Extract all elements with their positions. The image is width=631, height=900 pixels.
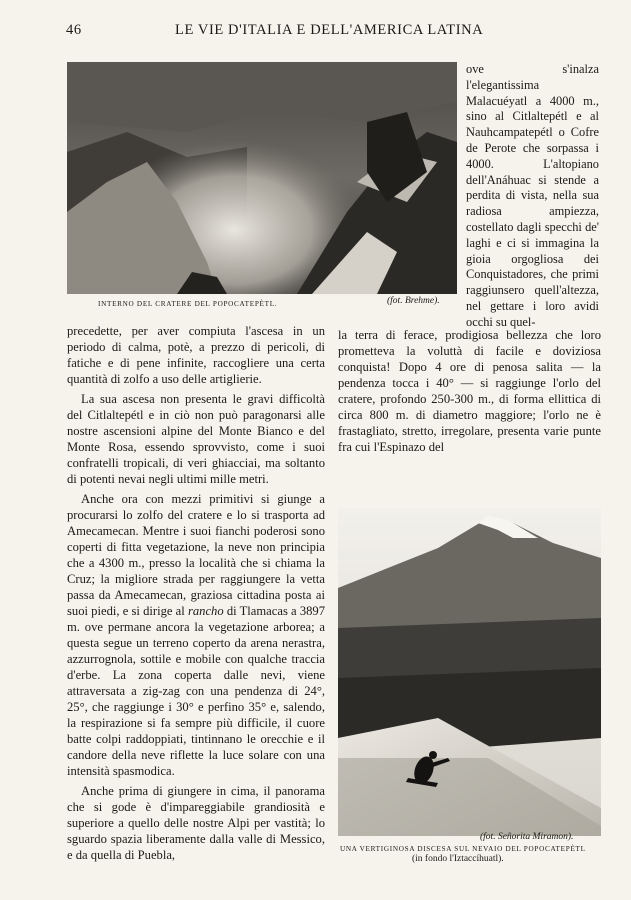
figure2-caption-line2: (in fondo l'Iztaccíhuatl). [412,854,504,864]
right-column-top-text: ove s'inalza l'elegantissima Malacuéyatl a 4000 m., sino al Citlaltepétl e al Nauhcampatepétl o Cofre de Perote che sorpassa i 4000. L'altopiano dell'Anáhuac si stende a perdita di vista, nella sua radiosa ampiezza, costellato dagli specchi de' laghi e ci si immagina la gioia orgogliosa dei Conquistadores, che primi raggiunsero quell'altezza, nel gettare i loro avidi occhi su quel- [466,62,599,329]
figure2-credit: (fot. Señorita Miramon). [480,832,574,842]
page-number: 46 [66,22,82,38]
figure1-caption: INTERNO DEL CRATERE DEL POPOCATEPÈTL. [98,300,278,308]
italic-term: rancho [187,604,224,618]
snowfield-descent-photo [338,508,601,836]
paragraph: Anche ora con mezzi primitivi si giunge a procurarsi lo zolfo del cratere e lo si trasporta ad Amecamecan. Mentre i suoi fianchi poderosi sono coperti di fitta vegetazione, la neve non principia che a 4300 m., presso la località che si chiama la Cruz; la migliore strada per raggiungere la vetta passa da Amecamecan, graziosa cittadina posta ai suoi piedi, e si dirige al rancho di Tlamacas a 3897 m. ove permane ancora la vegetazione arborea; a questa segue un terreno coperto da arena nerastra, azzurrognola, sottile e mobile con qualche traccia d'erbe. La zona coperta dalle nevi, viene attraversata a zig-zag con una pendenza di 24°, 25°, che raggiunge i 30° e perfino 35° e, salendo, la respirazione si fa sempre più difficile, il cuore batte colpi raddoppiati, tintinnano le orecchie e il candore della neve riflette la luce solare con una intensità spasmodica. [67,492,326,778]
right-column-middle-text: la terra di ferace, prodigiosa bellezza che loro prometteva la voluttà di facile e doviziosa conquista! Dopo 4 ore di penosa salita — la pendenza tocca i 40° — si raggiunge l'orlo del cratere, profondo 250-300 m., di forma ellittica di circa 800 m. di diametro maggiore; l'orlo ne è frastagliato, stretto, irregolare, presenta varie punte fra cui l'Espinazo del [338,328,601,454]
paragraph: precedette, per aver compiuta l'ascesa in un periodo di calma, potè, a prezzo di pericoli, di fatiche e di pene infinite, raccogliere una certa quantità di zolfo a uso delle artiglierie. [67,324,325,386]
paragraph: Anche prima di giungere in cima, il panorama che si gode è d'impareggiabile grandiosità e superiore a quello delle nostre Alpi per vastità; lo sguardo spazia liberamente dalla valle di Messico, e da quella di Puebla, [67,784,325,862]
figure1-credit: (fot. Brehme). [387,296,440,306]
left-column-text [67,323,325,863]
crater-photo [67,62,457,294]
figure2-caption-line1: UNA VERTIGINOSA DISCESA SUL NEVAIO DEL POPOCATEPÈTL [340,845,586,853]
paragraph: La sua ascesa non presenta le gravi difficoltà del Citlaltepétl e in ciò non può paragonarsi alle nostre ascensioni alpine del Monte Bianco e del Monte Rosa, essendo sprovvisto, come i suoi confratelli tropicali, di veri ghiacciai, ma soltanto di potenti nevai negli ultimi mille metri. [67,392,325,486]
running-head: LE VIE D'ITALIA E DELL'AMERICA LATINA [175,22,484,38]
